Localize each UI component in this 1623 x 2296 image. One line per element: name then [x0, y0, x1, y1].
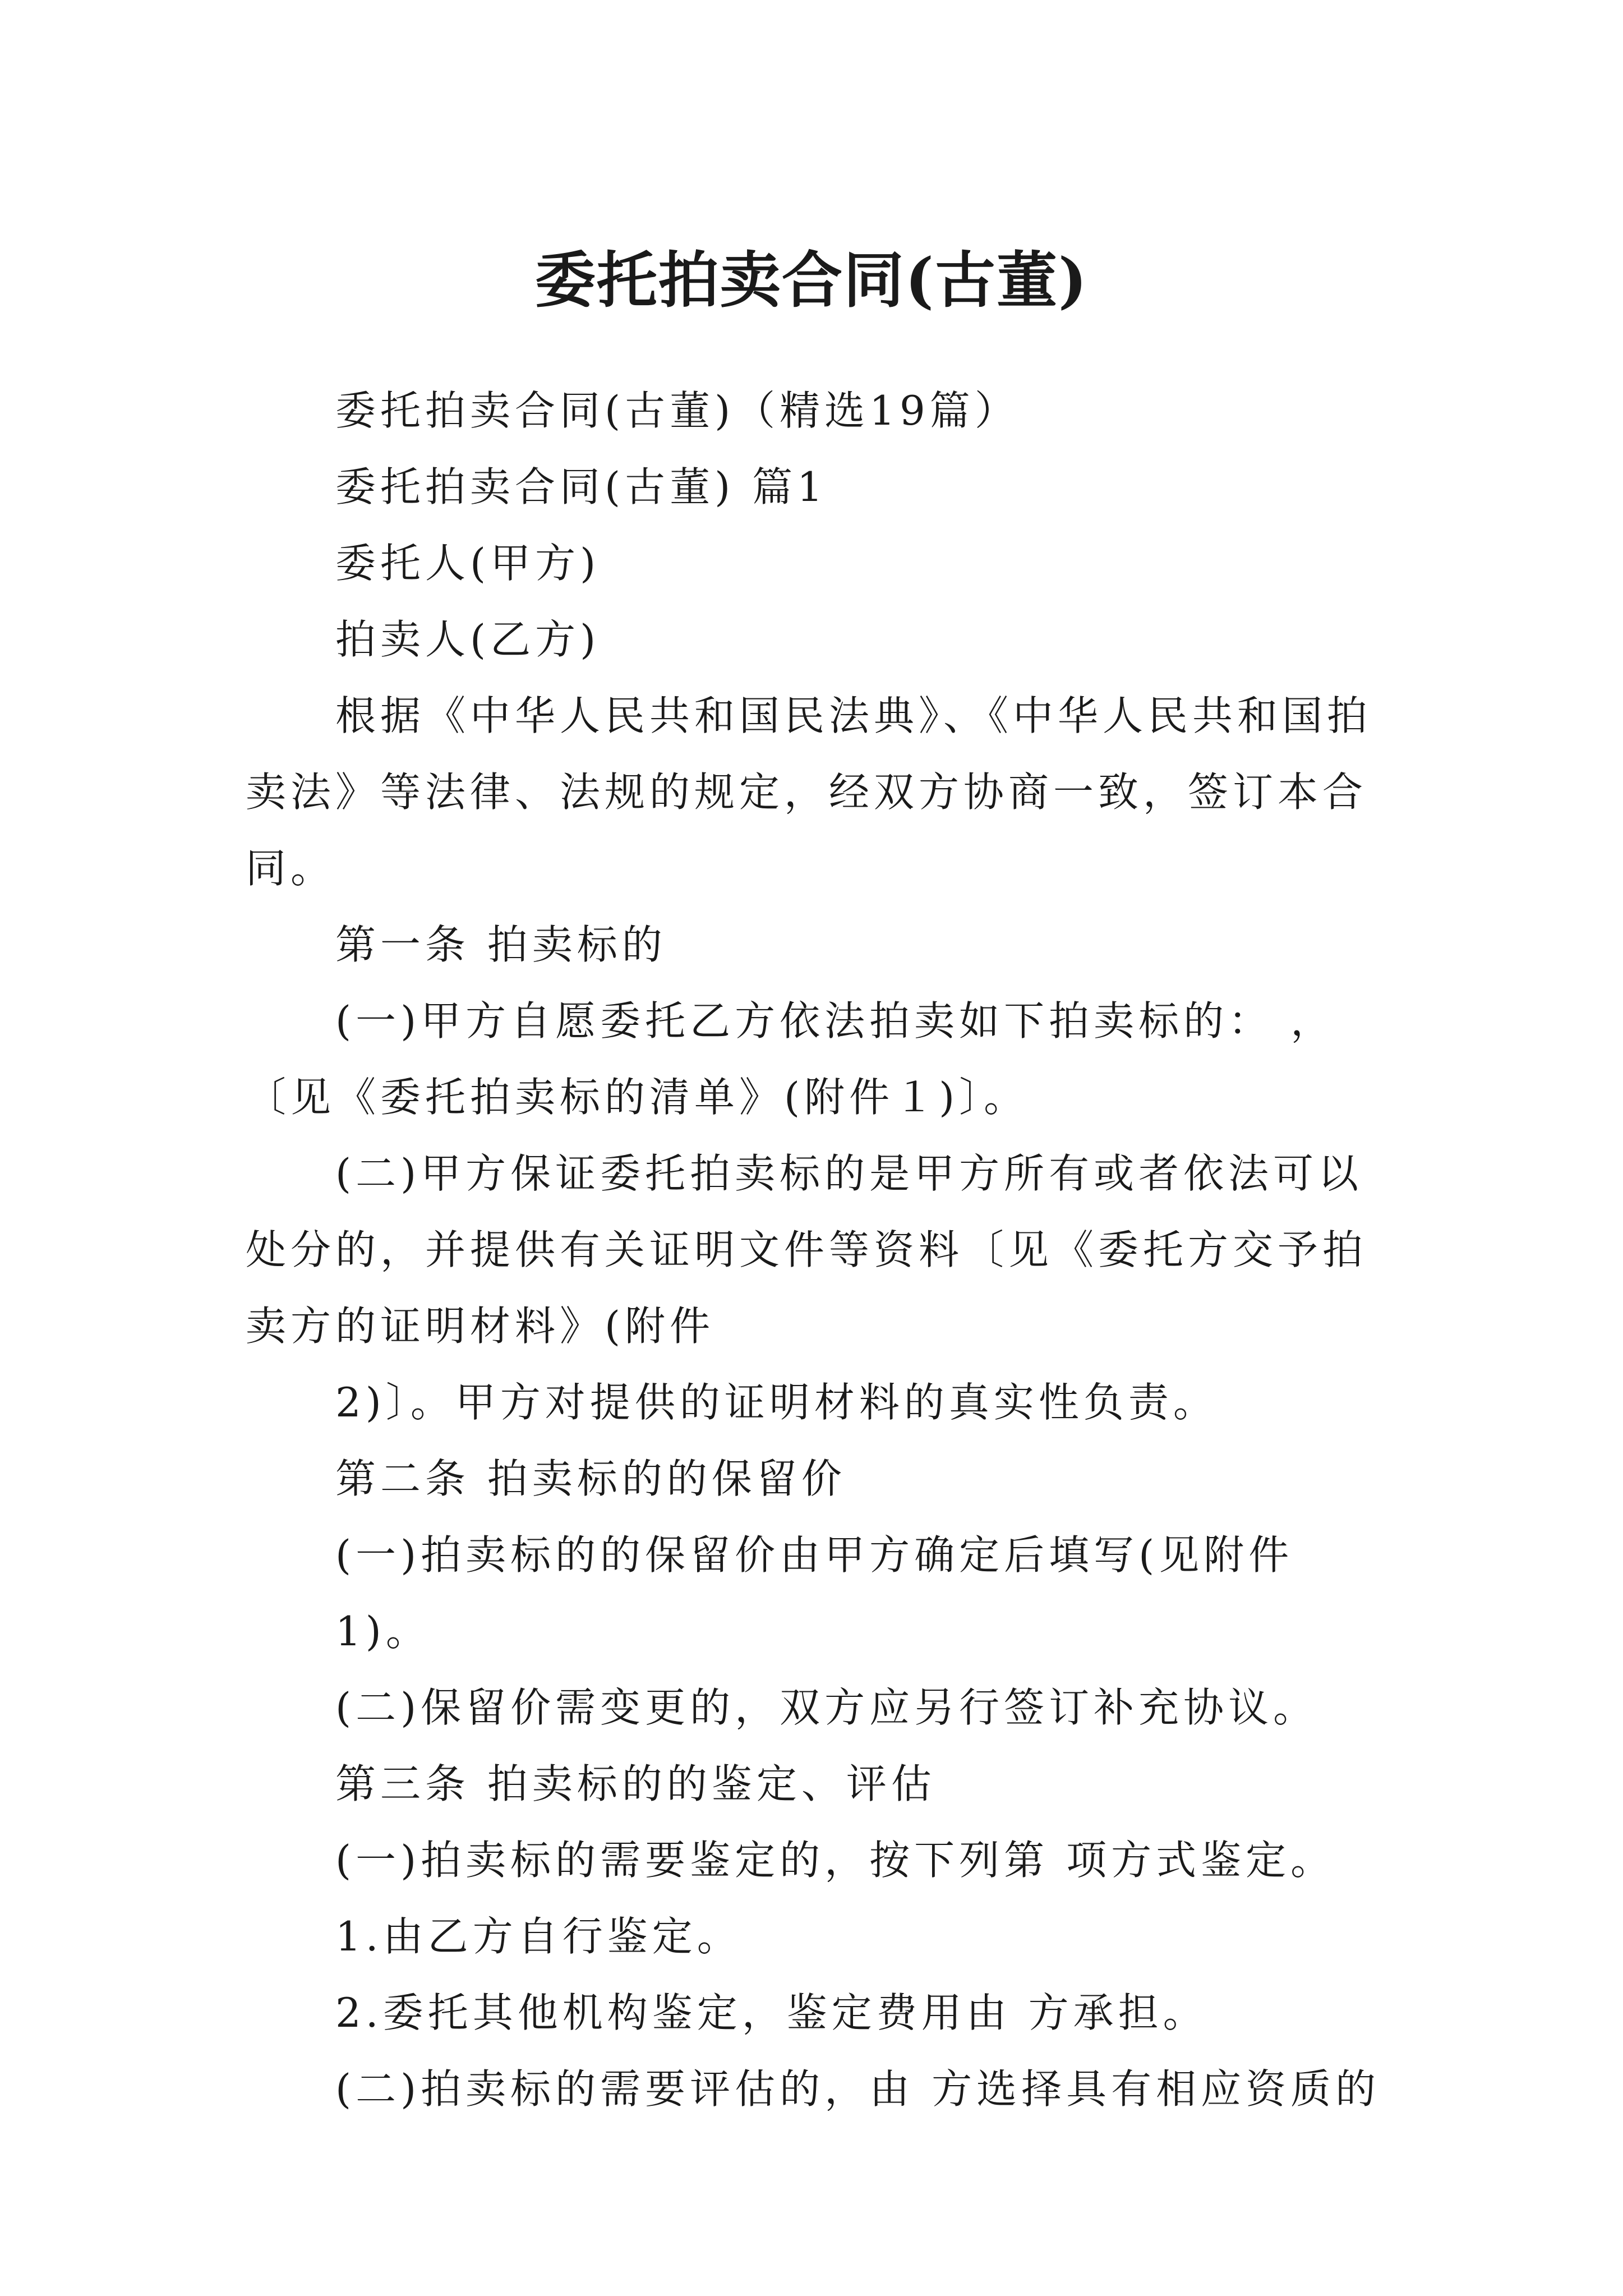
article-2-clause-1: (一)拍卖标的的保留价由甲方确定后填写(见附件: [335, 1531, 1294, 1579]
article-2-clause-2: (二)保留价需变更的，双方应另行签订补充协议。: [335, 1684, 1318, 1731]
article-2-heading: 第二条 拍卖标的的保留价: [335, 1455, 846, 1502]
article-3-item-2: 2.委托其他机构鉴定，鉴定费用由 方承担。: [335, 1989, 1208, 2036]
document-body: [246, 372, 1395, 2127]
article-1-clause-2: (二)甲方保证委托拍卖标的是甲方所有或者依法可以处分的，并提供有关证明文件等资料〔见《委托方交予拍卖方的证明材料》(附件: [246, 1150, 1368, 1350]
article-3-heading: 第三条 拍卖标的的鉴定、评估: [335, 1760, 936, 1807]
article-3-clause-1: (一)拍卖标的需要鉴定的，按下列第 项方式鉴定。: [335, 1837, 1336, 1884]
paragraph-intro: 委托拍卖合同(古董)（精选19篇）: [335, 387, 1020, 434]
article-2-clause-1-cont: 1)。: [335, 1608, 431, 1655]
paragraph-party-b: 拍卖人(乙方): [335, 616, 601, 663]
article-3-clause-2: (二)拍卖标的需要评估的，由 方选择具有相应资质的: [335, 2065, 1381, 2113]
paragraph-party-a: 委托人(甲方): [335, 540, 601, 587]
paragraph-part-1: 委托拍卖合同(古董) 篇1: [335, 463, 827, 510]
document-title: 委托拍卖合同(古董): [534, 245, 1089, 316]
article-1-clause-1: (一)甲方自愿委托乙方依法拍卖如下拍卖标的： ，〔见《委托拍卖标的清单》(附件１)〕。: [246, 997, 1336, 1121]
article-1-clause-2-cont: 2)〕。甲方对提供的证明材料的真实性负责。: [335, 1379, 1218, 1426]
article-3-item-1: 1.由乙方自行鉴定。: [335, 1913, 742, 1960]
article-1-heading: 第一条 拍卖标的: [335, 921, 667, 968]
paragraph-legal-basis: 根据《中华人民共和国民法典》、《中华人民共和国拍卖法》等法律、法规的规定，经双方协商一致，签订本合同。: [246, 692, 1372, 892]
